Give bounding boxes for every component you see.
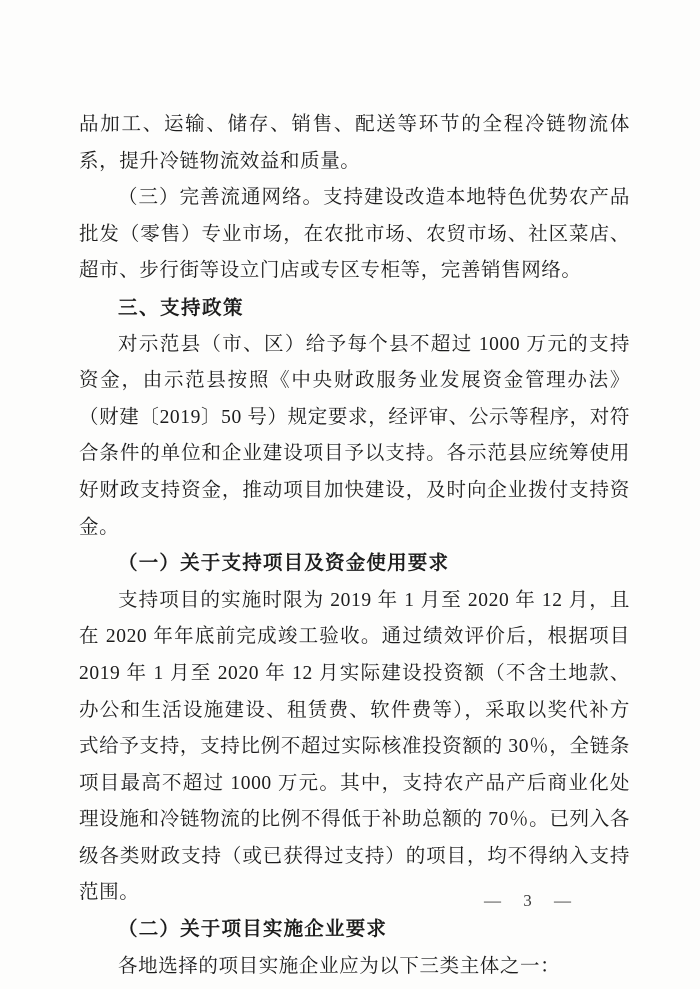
section-heading-support-policy: 三、支持政策: [118, 296, 245, 319]
paragraph-cold-chain-continuation: 品加工、运输、储存、销售、配送等环节的全程冷链物流体系，提升冷链物流效益和质量。: [79, 114, 630, 172]
paragraph-project-timeline-and-subsidy: 支持项目的实施时限为 2019 年 1 月至 2020 年 12 月，且在 2020 年年底前完成竣工验收。通过绩效评价后，根据项目 2019 年 1 月至 2020 年 12 月实际建设投资额（不含土地款、办公和生活设施建设、租赁费、软件费等），采取以奖代补方式给予支持，支持比例不超过实际核准投资额的 30％，全链条项目最高不超过 1000 万元。其中，支持农产品产后商业化处理设施和冷链物流的比例不得低于补助总额的 70％。已列入各级各类财政支持（或已获得过支持）的项目，均不得纳入支持范围。: [79, 589, 630, 904]
paragraph-enterprise-types-intro: 各地选择的项目实施企业应为以下三类主体之一：: [118, 955, 561, 977]
page-number: — 3 —: [484, 891, 580, 910]
subsection-heading-enterprise-requirements: （二）关于项目实施企业要求: [118, 919, 388, 941]
paragraph-funding-allocation: 对示范县（市、区）给予每个县不超过 1000 万元的支持资金，由示范县按照《中央财政服务业发展资金管理办法》（财建〔2019〕50 号）规定要求，经评审、公示等程序，对符合条件的单位和企业建设项目予以支持。各示范县应统筹使用好财政支持资金，推动项目加快建设，及时向企业拨付支持资金。: [79, 333, 630, 538]
paragraph-circulation-network: （三）完善流通网络。支持建设改造本地特色优势农产品批发（零售）专业市场，在农批市场、农贸市场、社区菜店、超市、步行街等设立门店或专区专柜等，完善销售网络。: [79, 187, 630, 282]
subsection-heading-project-funding-requirements: （一）关于支持项目及资金使用要求: [118, 553, 450, 575]
document-body: [79, 107, 630, 985]
